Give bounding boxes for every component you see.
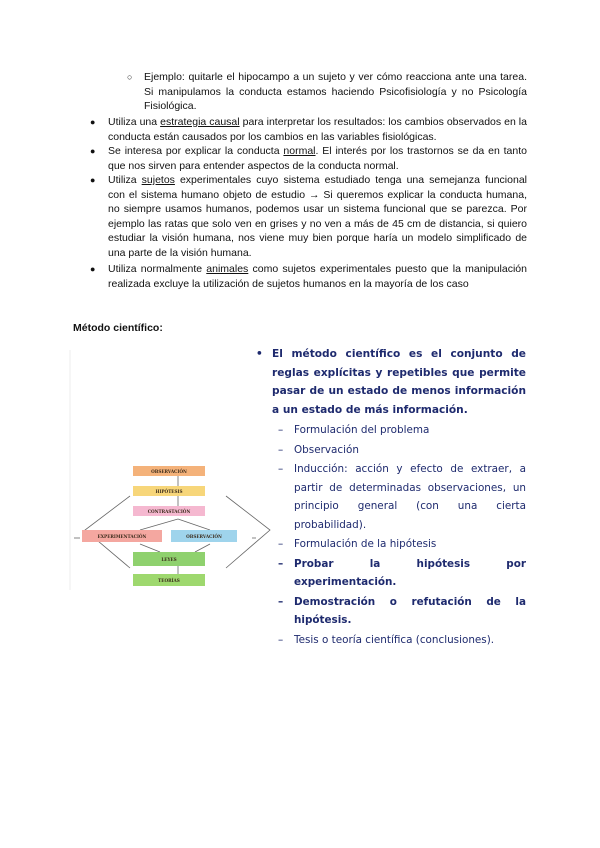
label-observacion-2: OBSERVACIÓN (186, 534, 222, 539)
bullet-animales (108, 262, 527, 291)
step-dash: – (278, 443, 284, 456)
bullet-text: para interpretar los resultados: los cambios observados en la conducta están causados por los cambios en las variables fisiológicas. (108, 116, 527, 143)
label-hipotesis: HIPÓTESIS (155, 489, 183, 494)
label-teorias: TEORÍAS (158, 578, 180, 583)
step-dash: – (278, 463, 284, 475)
slide-text-block (256, 345, 526, 650)
label-leyes: LEYES (161, 557, 177, 562)
slide-step (256, 631, 526, 650)
step-dash: – (278, 538, 284, 550)
bullet-marker: ● (90, 146, 96, 156)
bullet-marker: ● (90, 175, 96, 185)
slide-main-text: El método científico es el conjunto de reglas explícitas y repetibles que permite pasar de un estado de menos información a un estado de más información. (272, 348, 526, 416)
slide-step (256, 421, 526, 440)
step-text: Probar la hipótesis por experimentación. (294, 557, 526, 588)
slide-bullet-marker: • (256, 348, 263, 360)
sub-bullet-text: Ejemplo: quitarle el hipocampo a un sujeto y ver cómo reacciona ante una tarea. Si manipulamos la conducta estamos haciendo Psicofisiología y no Psicología Fisiológica. (144, 71, 527, 113)
step-text: Inducción: acción y efecto de extraer, a partir de determinadas observaciones, un principio general (con una cierta probabilidad). (294, 463, 526, 531)
bullet-conducta-normal (108, 144, 527, 173)
section-heading: Método científico: (73, 322, 163, 334)
arrow-down-left (140, 544, 160, 552)
bullet-text: experimentales cuyo sistema estudiado tenga una semejanza funcional con el sistema humano objeto de estudio → Si queremos explicar la conducta humana, no siempre usamos humanos, podemos usar un sistema funcional que se parezca. Por ejemplo las ratas que solo ven en grises y no ven a más de 45 cm de distancia, si quiero estudiar la visión humana, nos viene muy bien porque haría un modelo simplificado de una parte de la visión humana. (108, 174, 527, 259)
step-dash: – (278, 424, 284, 436)
bullet-term: sujetos (141, 174, 175, 186)
bullet-text: Utiliza normalmente (108, 263, 207, 275)
bullet-text: Utiliza una (108, 116, 161, 128)
bullet-term: normal (283, 145, 316, 157)
step-text: Formulación del problema (294, 424, 430, 436)
step-text: Observación (294, 443, 359, 456)
arrow-right (178, 519, 210, 530)
bullet-marker: ● (90, 117, 96, 127)
bullet-text: como sujetos experimentales puesto que la manipulación realizada excluye la utilización de sujetos humanos en la mayoría de los caso (108, 263, 527, 290)
step-dash: – (278, 595, 284, 608)
slide-main-point (256, 345, 526, 419)
bullet-text: . El interés por los trastornos se da en tanto que nos sirven para entender aspectos de la conducta normal. (108, 145, 527, 172)
bullet-term: estrategia causal (160, 116, 240, 128)
label-contrastacion: CONTRASTACIÓN (147, 509, 191, 514)
arrow-down-right (195, 544, 210, 552)
sub-bullet-marker: ○ (127, 72, 133, 82)
slide-step (256, 460, 526, 534)
bullet-estrategia-causal (108, 115, 527, 144)
slide-step (256, 535, 526, 554)
slide-step (256, 441, 526, 460)
bullet-text: Utiliza (108, 174, 142, 186)
step-text: Formulación de la hipótesis (294, 538, 437, 550)
slide-steps-list (256, 421, 526, 649)
bullet-term: animales (206, 263, 249, 275)
arrow-left (140, 519, 178, 530)
bullet-marker: ● (90, 264, 96, 274)
step-text: Tesis o teoría científica (conclusiones). (294, 633, 495, 646)
label-experimentacion: EXPERIMENTACIÓN (97, 534, 147, 539)
bullet-text: Se interesa por explicar la conducta (108, 145, 284, 157)
step-dash: – (278, 557, 284, 570)
step-dash: – (278, 633, 284, 646)
slide-step (256, 593, 526, 630)
slide-step (256, 555, 526, 592)
scientific-method-diagram (60, 350, 280, 600)
label-observacion: OBSERVACIÓN (151, 469, 187, 474)
bullet-sujetos (108, 173, 527, 261)
step-text: Demostración o refutación de la hipótesis. (294, 595, 526, 626)
